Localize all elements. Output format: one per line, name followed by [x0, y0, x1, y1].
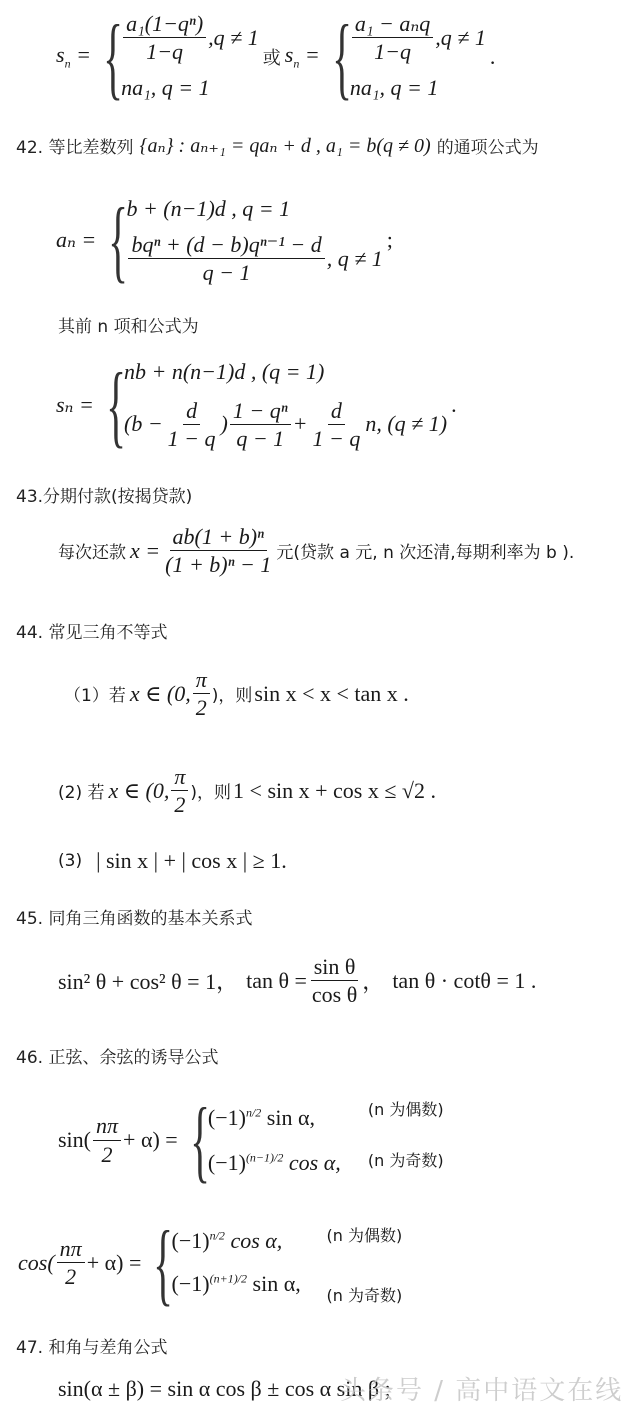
right-brace: {: [331, 5, 352, 108]
ineq-2: (2) 若 x ∈ (0, $\frac{\pi}{2}$ )，则 1 < sin x + cos x ≤ √2 .: [58, 764, 437, 818]
brace: {: [105, 353, 126, 456]
ineq-3: (3) | sin x | + | cos x | ≥ 1.: [58, 848, 287, 873]
sum-intro: 其前 n 项和公式为: [58, 317, 199, 337]
formula-43: 每次还款 x = $\frac{\text{ab(1 + b)ⁿ}}{\text{(1 + b)ⁿ − 1}}$ 元(贷款 a 元, n 次还清,每期利率为 b ).: [58, 524, 575, 578]
cases-left: $\frac{\text{a₁(1−qⁿ)}}{1-q}$ ,q ≠ 1 na₁, q = 1: [121, 11, 259, 100]
brace: {: [189, 1089, 210, 1191]
formula-47: sin(α ± β) = sin α cos β ± cos α sin β ;: [58, 1376, 391, 1401]
heading-42: 42. 等比差数列 {aₙ} : aₙ₊₁ = qaₙ + d , a₁ = b(q ≠ 0) 的通项公式为: [16, 135, 539, 158]
cases-right: $\frac{\text{a₁ − aₙq}}{1-q}$ ,q ≠ 1 na₁, q = 1: [349, 11, 486, 100]
ineq-1: （1）若 x ∈ (0, $\frac{\pi}{2}$ )，则 sin x < x < tan x .: [64, 667, 409, 721]
formula-45: sin² θ + cos² θ = 1， tan θ = $\frac{\text{sin θ}}{\text{cos θ}}$ ， tan θ · cotθ = 1 .: [58, 954, 537, 1008]
formula-46-sin: sin( $\frac{n\pi}{2}$ + α) = { $(-1)^{n/2}$ sin α, $(-1)^{(n-1)/2}$ cos α, (n 为偶数) (n 为奇数): [58, 1089, 444, 1191]
watermark: 头条号 / 高中语文在线: [340, 1376, 624, 1406]
formula-46-cos: cos( $\frac{n\pi}{2}$ + α) = { $(-1)^{n/2}$ cos α, $(-1)^{(n+1)/2}$ sin α, (n 为偶数) (n 为奇数): [18, 1211, 403, 1314]
heading-45: 45. 同角三角函数的基本关系式: [16, 909, 253, 929]
formula-42-sn: sₙ = { nb + n(n−1)d , (q = 1) (b − $\frac{d}{1 - q}$ ) $\frac{\text{1 − qⁿ}}{q - 1}$ + $\frac{d}{1 - q}$ n, (q ≠ 1) .: [56, 353, 457, 456]
formula-41-sum: $s_n$ = { $\frac{\text{a₁(1−qⁿ)}}{1-q}$ ,q ≠ 1 na₁, q = 1 或 $s_n$ = { $\frac{\text{a₁ − aₙq}}{1-q}$ ,q ≠ 1 na₁, q = 1 .: [56, 5, 496, 108]
heading-47: 47. 和角与差角公式: [16, 1338, 168, 1358]
brace: {: [108, 189, 129, 291]
sn-lhs: $s_n$ =: [56, 41, 91, 71]
heading-44: 44. 常见三角不等式: [16, 623, 168, 643]
heading-46: 46. 正弦、余弦的诱导公式: [16, 1048, 219, 1068]
left-brace: {: [103, 5, 123, 108]
heading-43: 43.分期付款(按揭贷款): [16, 487, 193, 507]
brace: {: [153, 1211, 174, 1314]
formula-42-an: aₙ = { b + (n−1)d , q = 1 $\frac{\text{bqⁿ + (d − b)qⁿ⁻¹ − d}}{q - 1}$ , q ≠ 1 ;: [56, 189, 393, 291]
